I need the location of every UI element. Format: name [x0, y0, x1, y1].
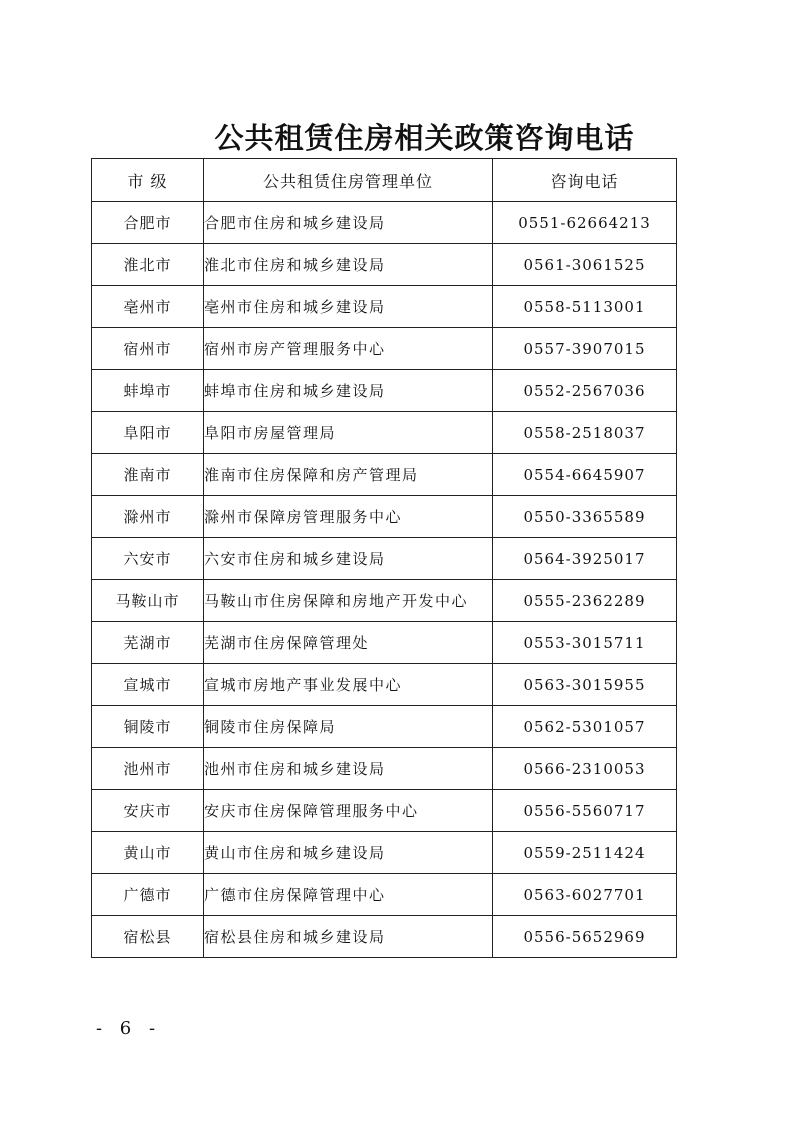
unit-cell: 蚌埠市住房和城乡建设局: [204, 370, 493, 412]
unit-cell: 铜陵市住房保障局: [204, 706, 493, 748]
table-row: [92, 874, 677, 916]
phone-cell: 0554-6645907: [493, 454, 677, 496]
city-cell: 黄山市: [92, 832, 204, 874]
table-row: [92, 706, 677, 748]
phone-cell: 0566-2310053: [493, 748, 677, 790]
header-city: 市 级: [92, 159, 204, 202]
table-row: [92, 832, 677, 874]
phone-cell: 0551-62664213: [493, 202, 677, 244]
table-row: [92, 202, 677, 244]
city-cell: 六安市: [92, 538, 204, 580]
table-row: [92, 286, 677, 328]
page-number: - 6 -: [96, 1018, 162, 1039]
unit-cell: 黄山市住房和城乡建设局: [204, 832, 493, 874]
city-cell: 蚌埠市: [92, 370, 204, 412]
phone-cell: 0563-6027701: [493, 874, 677, 916]
phone-cell: 0558-2518037: [493, 412, 677, 454]
table-row: [92, 370, 677, 412]
table-header-row: [92, 159, 677, 202]
table-row: [92, 244, 677, 286]
table-row: [92, 328, 677, 370]
city-cell: 安庆市: [92, 790, 204, 832]
unit-cell: 亳州市住房和城乡建设局: [204, 286, 493, 328]
unit-cell: 淮北市住房和城乡建设局: [204, 244, 493, 286]
unit-cell: 淮南市住房保障和房产管理局: [204, 454, 493, 496]
unit-cell: 阜阳市房屋管理局: [204, 412, 493, 454]
phone-cell: 0558-5113001: [493, 286, 677, 328]
city-cell: 阜阳市: [92, 412, 204, 454]
unit-cell: 安庆市住房保障管理服务中心: [204, 790, 493, 832]
city-cell: 铜陵市: [92, 706, 204, 748]
city-cell: 池州市: [92, 748, 204, 790]
city-cell: 合肥市: [92, 202, 204, 244]
unit-cell: 滁州市保障房管理服务中心: [204, 496, 493, 538]
city-cell: 宿松县: [92, 916, 204, 958]
phone-cell: 0555-2362289: [493, 580, 677, 622]
phone-cell: 0561-3061525: [493, 244, 677, 286]
city-cell: 马鞍山市: [92, 580, 204, 622]
header-phone: 咨询电话: [493, 159, 677, 202]
table-row: [92, 916, 677, 958]
unit-cell: 宿州市房产管理服务中心: [204, 328, 493, 370]
unit-cell: 马鞍山市住房保障和房地产开发中心: [204, 580, 493, 622]
phone-cell: 0556-5560717: [493, 790, 677, 832]
phone-cell: 0556-5652969: [493, 916, 677, 958]
table-row: [92, 748, 677, 790]
table-row: [92, 664, 677, 706]
table-row: [92, 790, 677, 832]
city-cell: 淮北市: [92, 244, 204, 286]
unit-cell: 广德市住房保障管理中心: [204, 874, 493, 916]
table-row: [92, 580, 677, 622]
unit-cell: 宣城市房地产事业发展中心: [204, 664, 493, 706]
phone-cell: 0550-3365589: [493, 496, 677, 538]
table-row: [92, 496, 677, 538]
table-row: [92, 538, 677, 580]
unit-cell: 宿松县住房和城乡建设局: [204, 916, 493, 958]
city-cell: 芜湖市: [92, 622, 204, 664]
phone-cell: 0553-3015711: [493, 622, 677, 664]
unit-cell: 六安市住房和城乡建设局: [204, 538, 493, 580]
unit-cell: 合肥市住房和城乡建设局: [204, 202, 493, 244]
city-cell: 广德市: [92, 874, 204, 916]
phone-cell: 0559-2511424: [493, 832, 677, 874]
city-cell: 淮南市: [92, 454, 204, 496]
consultation-phone-table: [91, 158, 677, 958]
unit-cell: 芜湖市住房保障管理处: [204, 622, 493, 664]
page-title: 公共租赁住房相关政策咨询电话: [214, 121, 635, 155]
header-management-unit: 公共租赁住房管理单位: [204, 159, 493, 202]
phone-cell: 0552-2567036: [493, 370, 677, 412]
phone-cell: 0563-3015955: [493, 664, 677, 706]
phone-cell: 0564-3925017: [493, 538, 677, 580]
city-cell: 宣城市: [92, 664, 204, 706]
table-row: [92, 622, 677, 664]
table-row: [92, 412, 677, 454]
phone-cell: 0562-5301057: [493, 706, 677, 748]
table-row: [92, 454, 677, 496]
unit-cell: 池州市住房和城乡建设局: [204, 748, 493, 790]
city-cell: 亳州市: [92, 286, 204, 328]
city-cell: 宿州市: [92, 328, 204, 370]
phone-cell: 0557-3907015: [493, 328, 677, 370]
city-cell: 滁州市: [92, 496, 204, 538]
